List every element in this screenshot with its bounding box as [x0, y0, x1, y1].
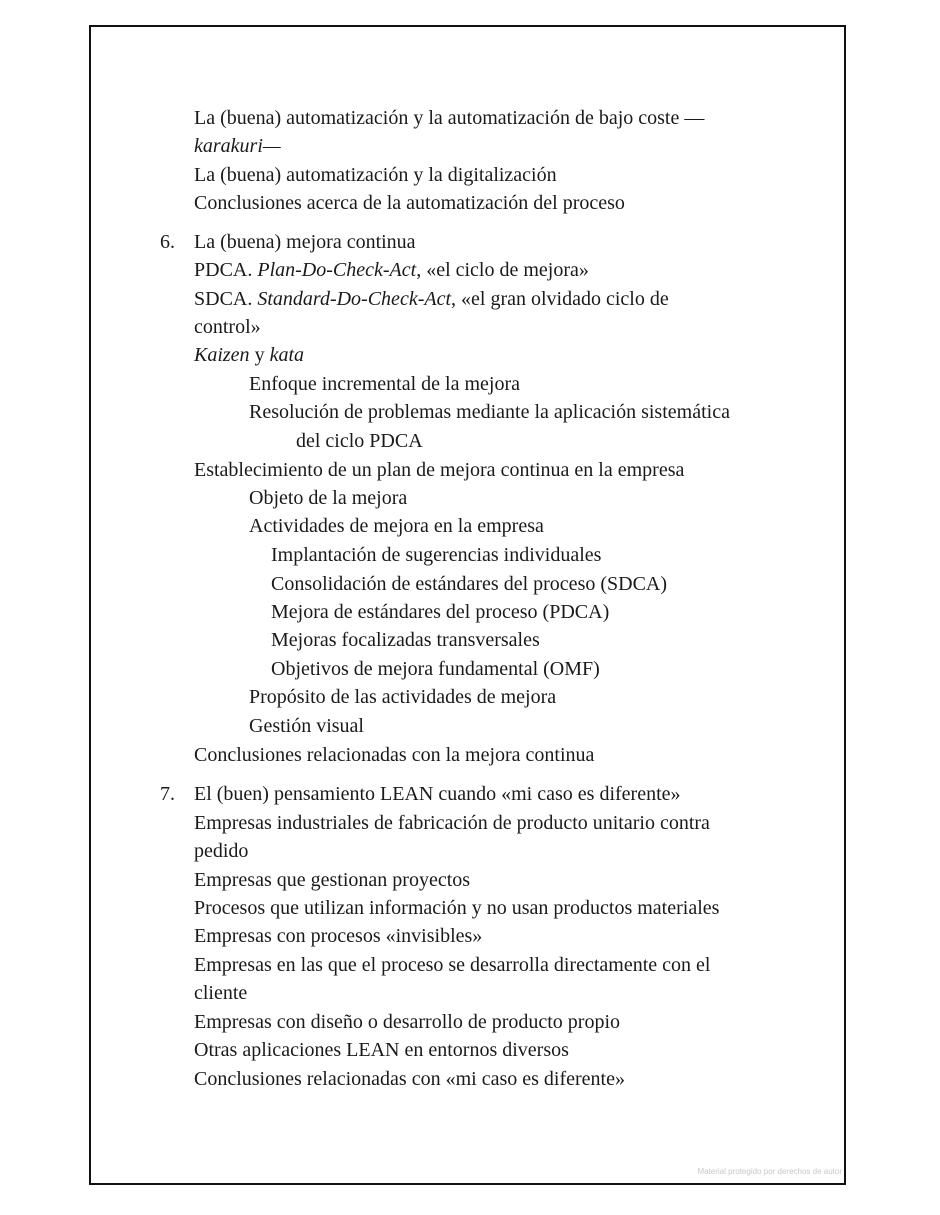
toc-subsubentry: Mejoras focalizadas transversales — [271, 629, 540, 651]
toc-entry: Otras aplicaciones LEAN en entornos diversos — [194, 1039, 569, 1061]
toc-entry-italic: Standard-Do-Check-Act — [257, 288, 452, 310]
toc-entry: Conclusiones relacionadas con la mejora continua — [194, 744, 595, 766]
toc-entry: Conclusiones acerca de la automatización del proceso — [194, 192, 625, 214]
toc-subentry: Gestión visual — [249, 715, 364, 737]
toc-entry: Empresas que gestionan proyectos — [194, 869, 471, 891]
toc-entry: cliente — [194, 982, 248, 1004]
toc-subentry: Objeto de la mejora — [249, 487, 408, 509]
toc-entry: pedido — [194, 840, 249, 862]
toc-entry: Establecimiento de un plan de mejora continua en la empresa — [194, 459, 685, 481]
chapter-title: La (buena) mejora continua — [194, 231, 416, 253]
toc-text: SDCA. — [194, 288, 258, 310]
toc-entry — [194, 285, 669, 313]
chapter-title: El (buen) pensamiento LEAN cuando «mi caso es diferente» — [194, 783, 681, 805]
toc-entry-italic: Kaizen — [194, 344, 250, 366]
chapter-number: 6. — [160, 231, 175, 253]
toc-entry: Conclusiones relacionadas con «mi caso es diferente» — [194, 1068, 625, 1090]
toc-entry-italic: karakuri— — [194, 135, 281, 157]
toc-subentry: Propósito de las actividades de mejora — [249, 686, 557, 708]
toc-text: , «el ciclo de mejora» — [416, 259, 589, 281]
toc-entry — [194, 341, 304, 369]
toc-entry-italic: Plan-Do-Check-Act — [257, 259, 417, 281]
toc-entry: La (buena) automatización y la automatización de bajo coste — — [194, 107, 705, 129]
toc-text: PDCA. — [194, 259, 258, 281]
toc-subentry: Enfoque incremental de la mejora — [249, 373, 520, 395]
toc-text: y — [249, 344, 270, 366]
toc-subsubentry: Mejora de estándares del proceso (PDCA) — [271, 601, 610, 623]
toc-entry: Empresas con procesos «invisibles» — [194, 925, 483, 947]
toc-subsubentry: Implantación de sugerencias individuales — [271, 544, 602, 566]
toc-subentry: del ciclo PDCA — [296, 430, 423, 452]
toc-entry: Empresas industriales de fabricación de producto unitario contra — [194, 812, 710, 834]
toc-entry: Procesos que utilizan información y no usan productos materiales — [194, 897, 720, 919]
chapter-number: 7. — [160, 783, 175, 805]
toc-entry-italic: kata — [269, 344, 304, 366]
toc-subentry: Actividades de mejora en la empresa — [249, 515, 544, 537]
toc-entry: control» — [194, 316, 261, 338]
toc-entry: Empresas con diseño o desarrollo de producto propio — [194, 1011, 621, 1033]
copyright-watermark: Material protegido por derechos de autor — [697, 1167, 842, 1176]
toc-subsubentry: Consolidación de estándares del proceso (SDCA) — [271, 573, 668, 595]
toc-entry: Empresas en las que el proceso se desarrolla directamente con el — [194, 954, 711, 976]
toc-subentry: Resolución de problemas mediante la aplicación sistemática — [249, 401, 730, 423]
toc-entry: La (buena) automatización y la digitalización — [194, 164, 557, 186]
toc-subsubentry: Objetivos de mejora fundamental (OMF) — [271, 658, 600, 680]
toc-entry — [194, 132, 281, 160]
toc-entry — [194, 256, 589, 284]
toc-text: , «el gran olvidado ciclo de — [451, 288, 669, 310]
